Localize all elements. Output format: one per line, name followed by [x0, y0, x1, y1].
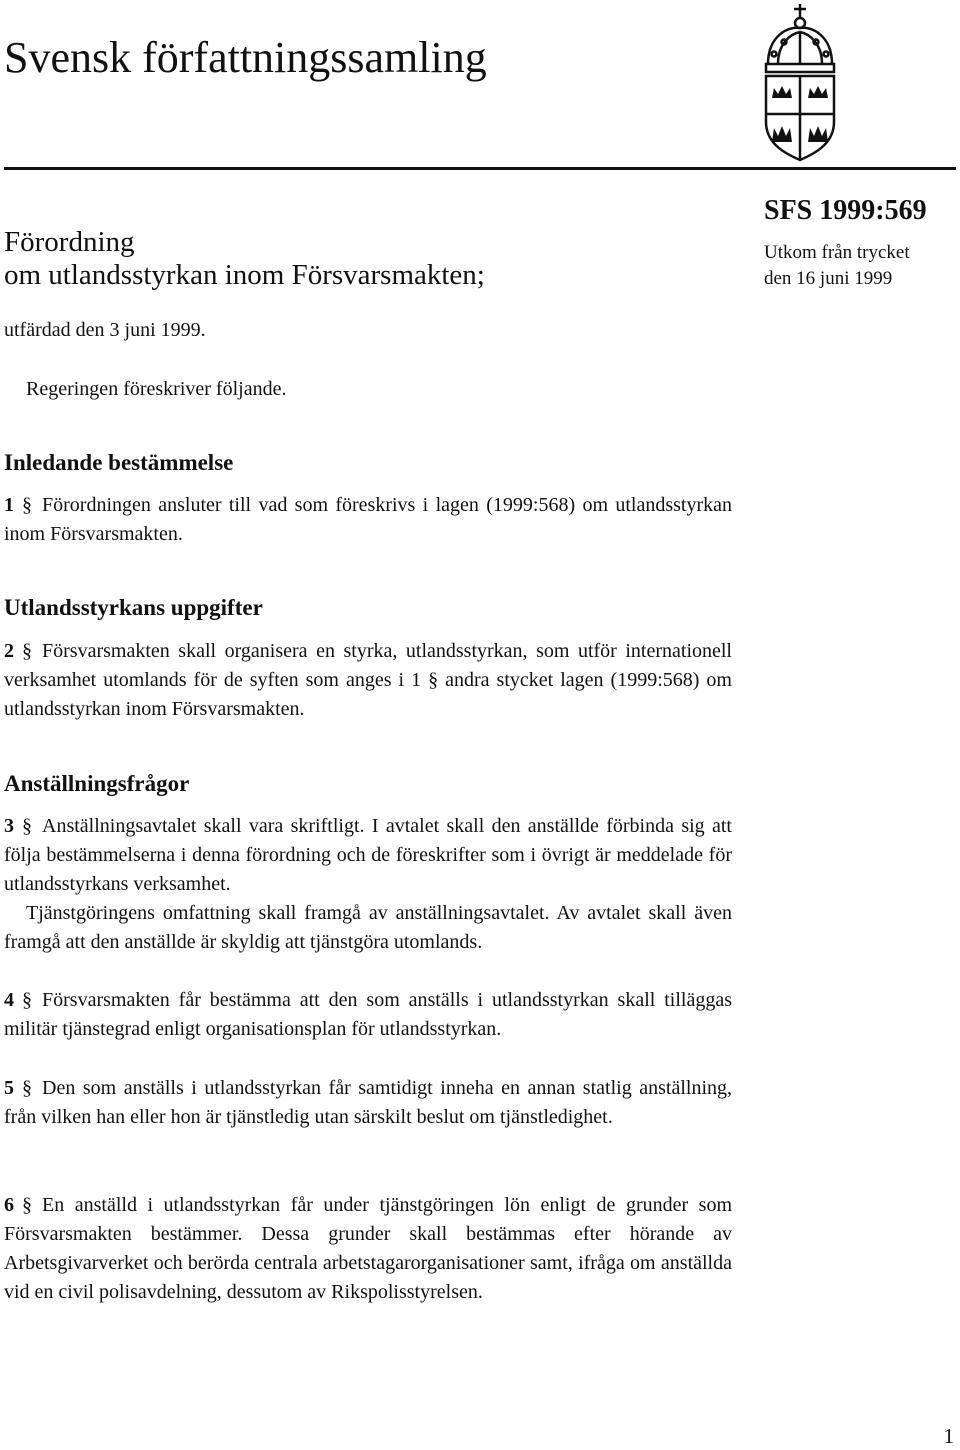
- section-number: 3: [4, 815, 14, 837]
- section-3: [4, 812, 732, 899]
- sfs-note-line2: den 16 juni 1999: [764, 268, 893, 289]
- section-number: 1: [4, 494, 14, 516]
- section-1: [4, 491, 732, 549]
- preamble: Regeringen föreskriver följande.: [26, 378, 287, 400]
- section-mark: §: [22, 1077, 32, 1099]
- section-3-paragraph-2: Tjänstgöringens omfattning skall framgå av anställningsavtalet. Av avtalet skall även framgå att den anställde är skyldig att tjänstgöra utomlands.: [4, 902, 732, 953]
- header-rule: [4, 167, 956, 170]
- series-title: Svensk författningssamling: [4, 33, 487, 82]
- section-mark: §: [22, 989, 32, 1011]
- section-text: Förordningen ansluter till vad som föreskrivs i lagen (1999:568) om utlandsstyrkan inom Försvarsmakten.: [4, 494, 732, 545]
- section-number: 6: [4, 1194, 14, 1216]
- heading-anstallningsfragor: Anställningsfrågor: [4, 771, 190, 796]
- section-6: [4, 1191, 732, 1307]
- document-heading: [4, 226, 485, 292]
- section-mark: §: [22, 815, 32, 837]
- section-text: Försvarsmakten skall organisera en styrka, utlandsstyrkan, som utför internationell verksamhet utomlands för de syften som anges i 1 § andra stycket lagen (1999:568) om utlandsstyrkan inom Försvarsmakten.: [4, 640, 732, 720]
- section-text: Den som anställs i utlandsstyrkan får samtidigt inneha en annan statlig anställning, från vilken han eller hon är tjänstledig utan särskilt beslut om tjänstledighet.: [4, 1077, 732, 1128]
- heading-uppgifter: Utlandsstyrkans uppgifter: [4, 595, 263, 620]
- issued-date: utfärdad den 3 juni 1999.: [4, 319, 206, 341]
- heading-inledande: Inledande bestämmelse: [4, 450, 234, 475]
- section-text: Försvarsmakten får bestämma att den som anställs i utlandsstyrkan skall tilläggas militär tjänstegrad enligt organisationsplan för utlandsstyrkan.: [4, 989, 732, 1040]
- section-text: Anställningsavtalet skall vara skriftligt. I avtalet skall den anställde förbinda sig att följa bestämmelserna i denna förordning och de föreskrifter som i övrigt är meddelade för utlandsstyrkans verksamhet.: [4, 815, 732, 895]
- crown-emblem: [754, 2, 846, 162]
- section-mark: §: [22, 640, 32, 662]
- section-2: [4, 637, 732, 724]
- section-5: [4, 1074, 732, 1132]
- section-text: En anställd i utlandsstyrkan får under tjänstgöringen lön enligt de grunder som Försvarsmakten bestämmer. Dessa grunder skall bestämmas efter hörande av Arbetsgivarverket och berörda centrala arbetstagarorganisationer samt, ifråga om anställda vid en civil polisavdelning, dessutom av Rikspolisstyrelsen.: [4, 1194, 732, 1303]
- section-4: [4, 986, 732, 1044]
- sfs-number: SFS 1999:569: [764, 195, 927, 226]
- document-subject: om utlandsstyrkan inom Försvarsmakten;: [4, 259, 485, 291]
- section-mark: §: [22, 1194, 32, 1216]
- section-mark: §: [22, 494, 32, 516]
- document-type: Förordning: [4, 226, 135, 258]
- section-number: 2: [4, 640, 14, 662]
- sfs-publication-note: [764, 240, 910, 292]
- section-number: 4: [4, 989, 14, 1011]
- section-number: 5: [4, 1077, 14, 1099]
- page-number: 1: [943, 1424, 954, 1448]
- sfs-note-line1: Utkom från trycket: [764, 242, 910, 263]
